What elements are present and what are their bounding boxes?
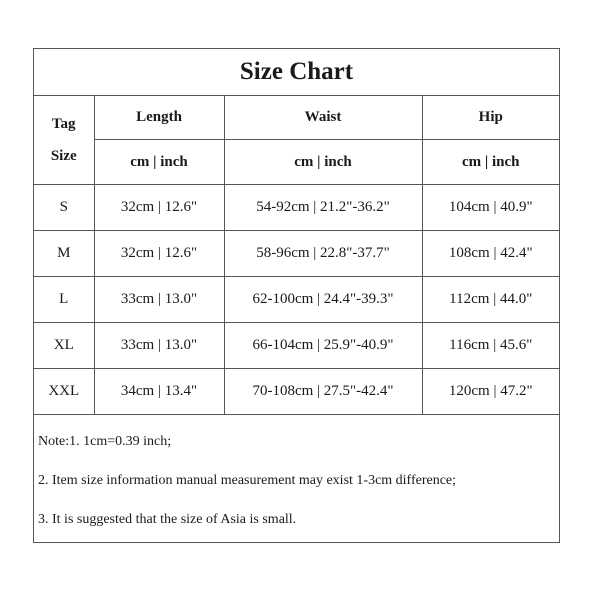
note-line: 2. Item size information manual measurement may exist 1-3cm difference; [38, 473, 457, 488]
notes-section [38, 429, 553, 546]
length-unit: cm | inch [94, 140, 224, 185]
hip-cell: 120cm | 47.2" [422, 369, 559, 415]
waist-header: Waist [224, 95, 422, 140]
waist-cell: 54-92cm | 21.2"-36.2" [224, 185, 422, 231]
table-row [34, 185, 559, 231]
hip-unit: cm | inch [422, 140, 559, 185]
length-cell: 33cm | 13.0" [94, 277, 224, 323]
waist-unit: cm | inch [224, 140, 422, 185]
length-cell: 32cm | 12.6" [94, 185, 224, 231]
waist-cell: 66-104cm | 25.9"-40.9" [224, 323, 422, 369]
waist-cell: 62-100cm | 24.4"-39.3" [224, 277, 422, 323]
size-chart [33, 48, 560, 543]
table-row [34, 277, 559, 323]
size-cell: M [34, 231, 94, 277]
hip-cell: 112cm | 44.0" [422, 277, 559, 323]
length-header: Length [94, 95, 224, 140]
table-row [34, 369, 559, 415]
hip-header: Hip [422, 95, 559, 140]
tag-size-label-line2: Size [50, 147, 77, 164]
size-table [34, 95, 559, 415]
header-row-1 [34, 95, 559, 140]
chart-title: Size Chart [34, 49, 559, 96]
size-cell: XL [34, 323, 94, 369]
length-cell: 34cm | 13.4" [94, 369, 224, 415]
length-cell: 33cm | 13.0" [94, 323, 224, 369]
size-cell: XXL [34, 369, 94, 415]
hip-cell: 116cm | 45.6" [422, 323, 559, 369]
waist-cell: 70-108cm | 27.5"-42.4" [224, 369, 422, 415]
size-cell: L [34, 277, 94, 323]
note-line: 3. It is suggested that the size of Asia is small. [38, 512, 297, 527]
hip-cell: 108cm | 42.4" [422, 231, 559, 277]
waist-cell: 58-96cm | 22.8"-37.7" [224, 231, 422, 277]
table-row [34, 231, 559, 277]
tag-size-header [34, 95, 94, 185]
length-cell: 32cm | 12.6" [94, 231, 224, 277]
size-cell: S [34, 185, 94, 231]
table-row [34, 323, 559, 369]
note-line: Note:1. 1cm=0.39 inch; [38, 434, 172, 449]
tag-size-label-line1: Tag [51, 115, 76, 132]
header-row-2 [34, 140, 559, 185]
hip-cell: 104cm | 40.9" [422, 185, 559, 231]
